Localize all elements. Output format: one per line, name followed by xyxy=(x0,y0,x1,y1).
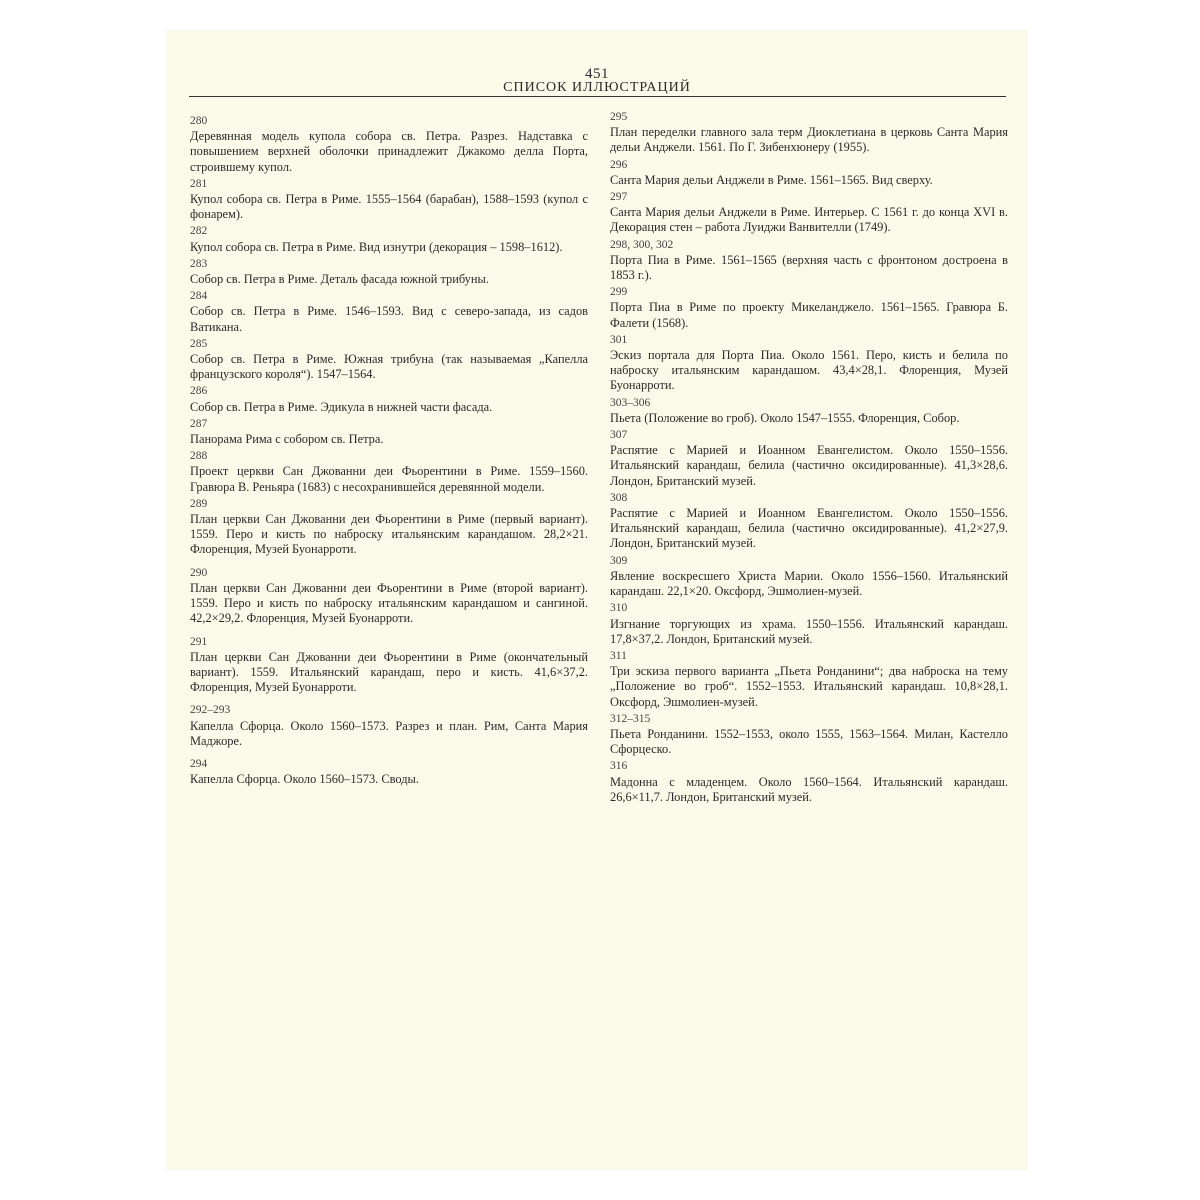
caption-number: 283 xyxy=(190,257,208,270)
caption-text: Собор св. Петра в Риме. Деталь фасада южной трибуны. xyxy=(190,272,489,287)
caption-number: 281 xyxy=(190,177,208,190)
caption-number: 308 xyxy=(610,491,628,504)
caption-text: План церкви Сан Джованни деи Фьорентини в Риме (первый вариант). 1559. Перо и кисть по наброску итальянским карандашом. 28,2×21. Флоренция, Музей Буонарроти. xyxy=(190,512,588,557)
caption-entry xyxy=(190,449,588,495)
caption-text: Мадонна с младенцем. Около 1560–1564. Итальянский карандаш. 26,6×11,7. Лондон, Британский музей. xyxy=(610,774,1008,804)
caption-entry xyxy=(190,289,588,335)
caption-text: Санта Мария дельи Анджели в Риме. 1561–1565. Вид сверху. xyxy=(610,172,933,187)
caption-number: 316 xyxy=(610,760,628,773)
caption-text: Порта Пиа в Риме. 1561–1565 (верхняя часть с фронтоном достроена в 1853 г.). xyxy=(610,252,1008,283)
caption-text: Собор св. Петра в Риме. 1546–1593. Вид с северо-запада, из садов Ватикана. xyxy=(190,304,588,334)
caption-text: Порта Пиа в Риме по проекту Микеланджело. 1561–1565. Гравюра Б. Фалети (1568). xyxy=(610,300,1008,330)
page-number: 451 xyxy=(585,66,609,82)
caption-entry xyxy=(190,337,588,383)
right-column xyxy=(610,110,1008,807)
running-head: СПИСОК ИЛЛЮСТРАЦИЙ xyxy=(503,80,691,95)
left-column xyxy=(190,114,588,789)
caption-text: План переделки главного зала терм Диоклетиана в церковь Санта Мария дельи Анджели. 1561. По Г. Зибенхюнеру (1955). xyxy=(610,125,1008,155)
caption-number: 303–306 xyxy=(610,396,651,409)
caption-entry xyxy=(190,703,588,749)
caption-number: 296 xyxy=(610,158,628,171)
caption-entry xyxy=(610,554,1008,600)
caption-entry xyxy=(190,177,588,223)
caption-entry xyxy=(190,497,588,558)
caption-text: Явление воскресшего Христа Марии. Около 1556–1560. Итальянский карандаш. 22,1×20. Оксфорд, Эшмолиен-музей. xyxy=(610,568,1008,599)
caption-number: 284 xyxy=(190,290,208,303)
caption-number: 295 xyxy=(610,111,628,123)
caption-entry xyxy=(610,759,1008,805)
caption-text: Купол собора св. Петра в Риме. Вид изнутри (декорация – 1598–1612). xyxy=(190,239,563,254)
caption-entry xyxy=(610,428,1008,489)
caption-entry xyxy=(190,384,588,414)
caption-number: 294 xyxy=(190,757,208,770)
caption-number: 292–293 xyxy=(190,704,231,717)
caption-number: 312–315 xyxy=(610,712,651,725)
caption-text: Деревянная модель купола собора св. Петра. Разрез. Надставка с повышением верхней оболочки принадлежит Джакомо делла Порта, строившему купол. xyxy=(190,129,588,174)
caption-entry xyxy=(610,333,1008,394)
caption-number: 287 xyxy=(190,417,208,430)
caption-entry xyxy=(190,757,588,787)
caption-entry xyxy=(190,417,588,447)
caption-entry xyxy=(190,114,588,175)
book-page xyxy=(166,30,1028,1170)
caption-text: Распятие с Марией и Иоанном Евангелистом. Около 1550–1556. Итальянский карандаш, белила (частично оксидированные). 41,2×27,9. Лондон, Британский музей. xyxy=(610,506,1008,551)
caption-number: 290 xyxy=(190,566,208,579)
caption-number: 291 xyxy=(190,635,208,648)
caption-text: Капелла Сфорца. Около 1560–1573. Своды. xyxy=(190,772,419,787)
caption-number: 280 xyxy=(190,115,208,127)
caption-text: Проект церкви Сан Джованни деи Фьорентини в Риме. 1559–1560. Гравюра В. Реньяра (1683) с несохранившейся деревянной модели. xyxy=(190,464,588,494)
caption-entry xyxy=(610,712,1008,758)
caption-text: План церкви Сан Джованни деи Фьорентини в Риме (окончательный вариант). 1559. Итальянский карандаш, перо и кисть. 41,6×37,2. Флоренция, Музей Буонарроти. xyxy=(190,649,588,695)
caption-number: 309 xyxy=(610,554,628,567)
caption-text: Эскиз портала для Порта Пиа. Около 1561. Перо, кисть и белила по наброску итальянским карандашом. 43,4×28,1. Флоренция, Музей Буонарроти. xyxy=(610,348,1008,393)
caption-entry xyxy=(610,649,1008,710)
caption-text: Распятие с Марией и Иоанном Евангелистом. Около 1550–1556. Итальянский карандаш, белила (частично оксидированные). 41,3×28,6. Лондон, Британский музей. xyxy=(610,443,1008,488)
caption-number: 307 xyxy=(610,429,628,442)
caption-number: 298, 300, 302 xyxy=(610,238,674,251)
caption-text: Пьета (Положение во гроб). Около 1547–1555. Флоренция, Собор. xyxy=(610,410,960,425)
caption-text: Пьета Ронданини. 1552–1553, около 1555, 1563–1564. Милан, Кастелло Сфорцеско. xyxy=(610,726,1008,757)
caption-number: 285 xyxy=(190,337,208,350)
caption-entry xyxy=(610,238,1008,284)
caption-entry xyxy=(610,601,1008,647)
caption-text: Купол собора св. Петра в Риме. 1555–1564 (барабан), 1588–1593 (купол с фонарем). xyxy=(190,192,588,222)
caption-number: 301 xyxy=(610,333,628,346)
caption-entry xyxy=(610,396,1008,426)
caption-number: 286 xyxy=(190,385,208,398)
caption-entry xyxy=(610,491,1008,552)
caption-text: Изгнание торгующих из храма. 1550–1556. Итальянский карандаш. 17,8×37,2. Лондон, Британский музей. xyxy=(610,616,1008,646)
caption-text: План церкви Сан Джованни деи Фьорентини в Риме (второй вариант). 1559. Перо и кисть по наброску итальянским карандашом и сангиной. 42,2×29,2. Флоренция, Музей Буонарроти. xyxy=(190,580,588,626)
caption-entry xyxy=(610,158,1008,188)
caption-text: Панорама Рима с собором св. Петра. xyxy=(190,432,384,447)
caption-number: 289 xyxy=(190,497,208,510)
caption-number: 297 xyxy=(610,191,628,204)
caption-number: 282 xyxy=(190,225,208,238)
caption-text: Три эскиза первого варианта „Пьета Ронданини“; два наброска на тему „Положение во гроб“. 1552–1553. Итальянский карандаш. 10,8×28,1. Оксфорд, Эшмолиен-музей. xyxy=(610,664,1008,709)
caption-text: Капелла Сфорца. Около 1560–1573. Разрез и план. Рим, Санта Мария Маджоре. xyxy=(190,718,588,748)
caption-text: Собор св. Петра в Риме. Южная трибуна (так называемая „Капелла французского короля“). 1547–1564. xyxy=(190,352,588,382)
caption-entry xyxy=(610,190,1008,236)
caption-text: Санта Мария дельи Анджели в Риме. Интерьер. С 1561 г. до конца XVI в. Декорация стен – работа Луиджи Ванвителли (1749). xyxy=(610,205,1008,235)
caption-entry xyxy=(190,635,588,696)
caption-number: 299 xyxy=(610,286,628,299)
caption-entry xyxy=(610,285,1008,331)
caption-number: 311 xyxy=(610,649,627,662)
caption-text: Собор св. Петра в Риме. Эдикула в нижней части фасада. xyxy=(190,399,493,414)
header-rule xyxy=(189,96,1006,97)
caption-number: 288 xyxy=(190,450,208,463)
caption-entry xyxy=(190,566,588,627)
caption-entry xyxy=(610,110,1008,156)
caption-entry xyxy=(190,224,588,254)
caption-entry xyxy=(190,257,588,287)
caption-number: 310 xyxy=(610,602,628,615)
